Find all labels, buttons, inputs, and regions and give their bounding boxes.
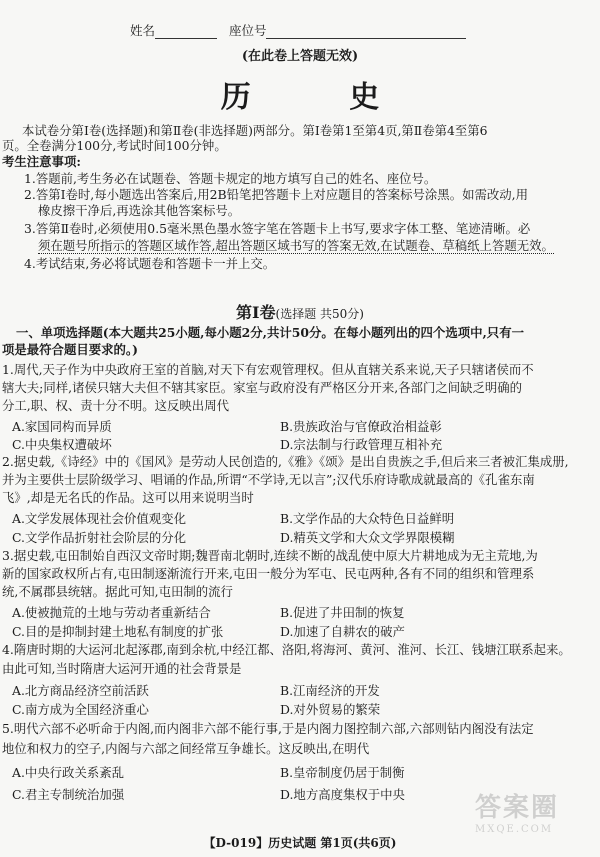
q3-option-c: C.目的是抑制封建土地私有制度的扩张 <box>12 624 224 639</box>
q3-line-2: 新的国家政权所占有,屯田制逐渐流行开来,屯田一般分为军屯、民屯两种,各有不同的组织和管理系 <box>2 566 535 581</box>
section-title <box>0 300 600 323</box>
q1-option-d: D.宗法制与行政管理互相补充 <box>280 437 443 452</box>
q3-option-a: A.使被抛荒的土地与劳动者重新结合 <box>12 605 211 620</box>
name-blank <box>155 26 217 39</box>
q5-line-1: 5.明代六部不必听命于内阁,而内阁非六部不能行事,于是内阁力图控制六部,六部则钻内阁没有法定 <box>2 721 534 736</box>
q4-option-a: A.北方商品经济空前活跃 <box>12 683 149 698</box>
q2-option-b: B.文学作品的大众特色日益鲜明 <box>280 511 455 526</box>
note-2-cont: 橡皮擦干净后,再选涂其他答案标号。 <box>38 203 241 218</box>
subject-title: 历 史 <box>220 80 424 115</box>
part-intro-1: 一、单项选择题(本大题共25小题,每小题2分,共计50分。在每小题列出的四个选项中,只有一 <box>16 325 524 340</box>
page-footer: 【D-019】历史试题 第1页(共6页) <box>203 836 397 850</box>
q4-line-2: 由此可知,当时隋唐大运河开通的社会背景是 <box>2 661 242 676</box>
note-3-cont: 须在题号所指示的答题区域作答,超出答题区域书写的答案无效,在试题卷、草稿纸上答题无效。 <box>38 238 554 253</box>
q5-line-2: 地位和权力的空子,内阁与六部之间经常互争雄长。这反映出,在明代 <box>2 741 370 756</box>
watermark-url: MXQE.COM <box>475 824 554 835</box>
q2-line-2: 并为主要供士层阶级学习、唱诵的作品,所谓“不学诗,无以言”;汉代乐府诗歌成就最高的《孔雀东南 <box>2 472 535 487</box>
note-3: 3.答第Ⅱ卷时,必须使用0.5毫米黑色墨水签字笔在答题卡上书写,要求字体工整、笔迹清晰。必 <box>24 221 531 236</box>
q3-option-d: D.加速了自耕农的破产 <box>280 624 405 639</box>
note-1: 1.答题前,考生务必在试题卷、答题卡规定的地方填写自己的姓名、座位号。 <box>24 171 437 186</box>
seat-label: 座位号 <box>228 23 267 38</box>
intro-line-2: 页。全卷满分100分,考试时间100分钟。 <box>2 138 227 153</box>
q3-line-3: 统,不属郡县统辖。据此可知,屯田制的流行 <box>2 584 233 599</box>
q5-option-b: B.皇帝制度仍居于制衡 <box>280 765 405 780</box>
site-watermark <box>475 787 580 839</box>
q2-line-3: 飞》,却是无名氏的作品。这可以用来说明当时 <box>2 490 254 505</box>
name-field <box>130 21 466 39</box>
q2-option-c: C.文学作品折射社会阶层的分化 <box>12 530 187 545</box>
q2-option-d: D.精英文学和大众文学界限模糊 <box>280 530 455 545</box>
q4-option-c: C.南方成为全国经济重心 <box>12 702 149 717</box>
q5-option-d: D.地方高度集权于中央 <box>280 787 405 802</box>
q4-line-1: 4.隋唐时期的大运河北起涿郡,南到余杭,中经江都、洛阳,将海河、黄河、淮河、长江、钱塘江联系起来。 <box>2 642 571 657</box>
q1-option-a: A.家国同构而异质 <box>12 419 112 434</box>
section-name: 第Ⅰ卷 <box>236 303 276 322</box>
intro-line-1: 本试卷分第Ⅰ卷(选择题)和第Ⅱ卷(非选择题)两部分。第Ⅰ卷第1至第4页,第Ⅱ卷第4至第6 <box>22 123 488 138</box>
q3-line-1: 3.据史载,屯田制始自西汉文帝时期;魏晋南北朝时,连续不断的战乱使中原大片耕地成为无主荒地,为 <box>2 548 538 563</box>
q3-option-b: B.促进了井田制的恢复 <box>280 605 405 620</box>
name-label: 姓名 <box>130 23 156 38</box>
q1-option-c: C.中央集权遭破坏 <box>12 437 112 452</box>
seat-blank <box>266 26 466 39</box>
invalid-answer-notice: (在此卷上答题无效) <box>241 49 359 64</box>
q2-option-a: A.文学发展体现社会价值观变化 <box>12 511 186 526</box>
note-4: 4.考试结束,务必将试题卷和答题卡一并上交。 <box>24 256 276 271</box>
q2-line-1: 2.据史载,《诗经》中的《国风》是劳动人民创造的,《雅》《颂》是出自贵族之手,但后来三者被汇集成册, <box>2 454 569 469</box>
part-intro-2: 项是最符合题目要求的。) <box>2 342 138 357</box>
q1-line-3: 分工,职、权、责十分不明。这反映出周代 <box>2 398 229 413</box>
q4-option-d: D.对外贸易的繁荣 <box>280 702 381 717</box>
q5-option-a: A.中央行政关系紊乱 <box>12 765 125 780</box>
note-2: 2.答第Ⅰ卷时,每小题选出答案后,用2B铅笔把答题卡上对应题目的答案标号涂黑。如需改动,用 <box>24 187 528 202</box>
q1-line-2: 辖大夫;同样,诸侯只辖大夫但不辖其家臣。家室与政府没有严格区分开来,各部门之间缺乏明确的 <box>2 380 523 395</box>
q1-line-1: 1.周代,天子作为中央政府王室的首脑,对天下有宏观管理权。但从直辖关系来说,天子只辖诸侯而不 <box>2 362 534 377</box>
q1-option-b: B.贵族政治与官僚政治相益彰 <box>280 419 442 434</box>
q4-option-b: B.江南经济的开发 <box>280 683 380 698</box>
section-subtitle: (选择题 共50分) <box>275 307 364 321</box>
watermark-logo-text: 答案圈 <box>475 793 560 823</box>
q5-option-c: C.君主专制统治加强 <box>12 787 125 802</box>
notes-title: 考生注意事项: <box>2 154 81 169</box>
